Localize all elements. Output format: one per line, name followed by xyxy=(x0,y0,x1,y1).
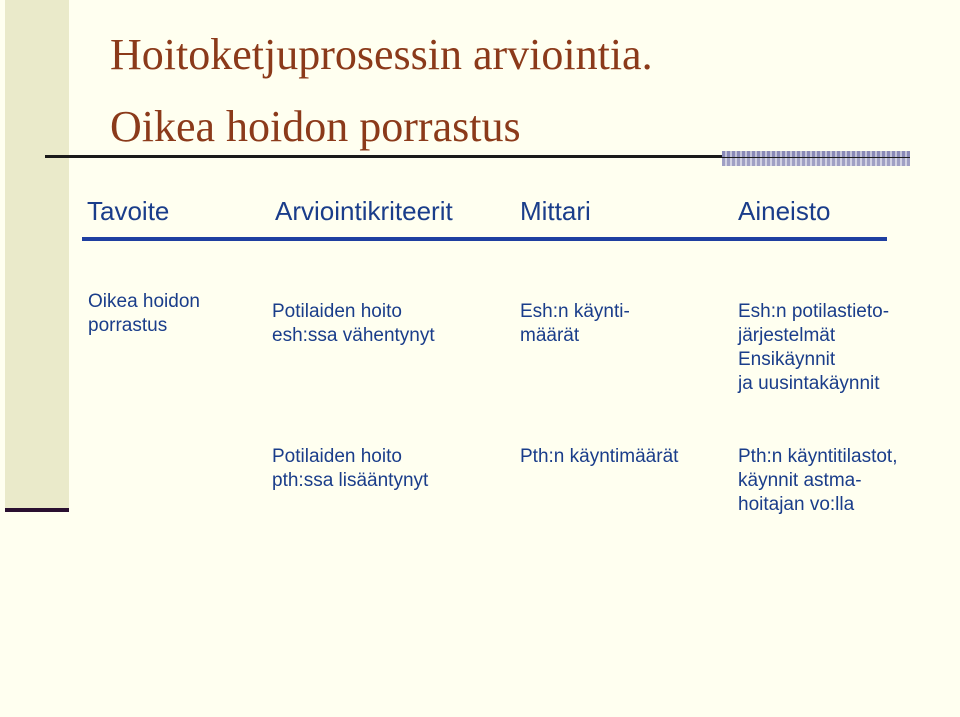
cell-line: porrastus xyxy=(88,315,168,336)
cell-line: Potilaiden hoito xyxy=(272,301,402,322)
cell-line: Esh:n potilastieto- xyxy=(738,301,890,322)
header-rule xyxy=(82,237,887,241)
row1-kriteeri xyxy=(272,300,435,348)
row1-aineisto xyxy=(738,300,889,396)
header-tavoite: Tavoite xyxy=(87,196,170,226)
cell-line: hoitajan vo:lla xyxy=(738,494,855,515)
row2-aineisto xyxy=(738,445,897,517)
sidebar-base-line xyxy=(5,508,69,512)
cell-line: Potilaiden hoito xyxy=(272,446,402,467)
cell-line: Esh:n käynti- xyxy=(520,301,630,322)
cell-line: pth:ssa lisääntynyt xyxy=(272,470,429,491)
row1-mittari xyxy=(520,300,630,348)
header-mittari: Mittari xyxy=(520,196,591,226)
slide-title-line-2: Oikea hoidon porrastus xyxy=(110,102,521,151)
title-accent-bar-lower xyxy=(722,158,910,166)
cell-line: Pth:n käyntitilastot, xyxy=(738,446,898,467)
header-arviointikriteerit: Arviointikriteerit xyxy=(275,196,453,226)
row1-tavoite xyxy=(88,290,200,338)
header-aineisto: Aineisto xyxy=(738,196,831,226)
row2-mittari xyxy=(520,445,678,469)
cell-line: ja uusintakäynnit xyxy=(738,373,880,394)
cell-line: Ensikäynnit xyxy=(738,349,836,370)
row2-kriteeri xyxy=(272,445,428,493)
cell-line: Pth:n käyntimäärät xyxy=(520,446,679,467)
slide-title-line-1: Hoitoketjuprosessin arviointia. xyxy=(110,30,653,79)
cell-line: määrät xyxy=(520,325,580,346)
sidebar-decoration xyxy=(5,0,69,508)
cell-line: Oikea hoidon xyxy=(88,291,200,312)
cell-line: järjestelmät xyxy=(738,325,836,346)
cell-line: käynnit astma- xyxy=(738,470,862,491)
cell-line: esh:ssa vähentynyt xyxy=(272,325,435,346)
title-accent-bar xyxy=(722,151,910,157)
